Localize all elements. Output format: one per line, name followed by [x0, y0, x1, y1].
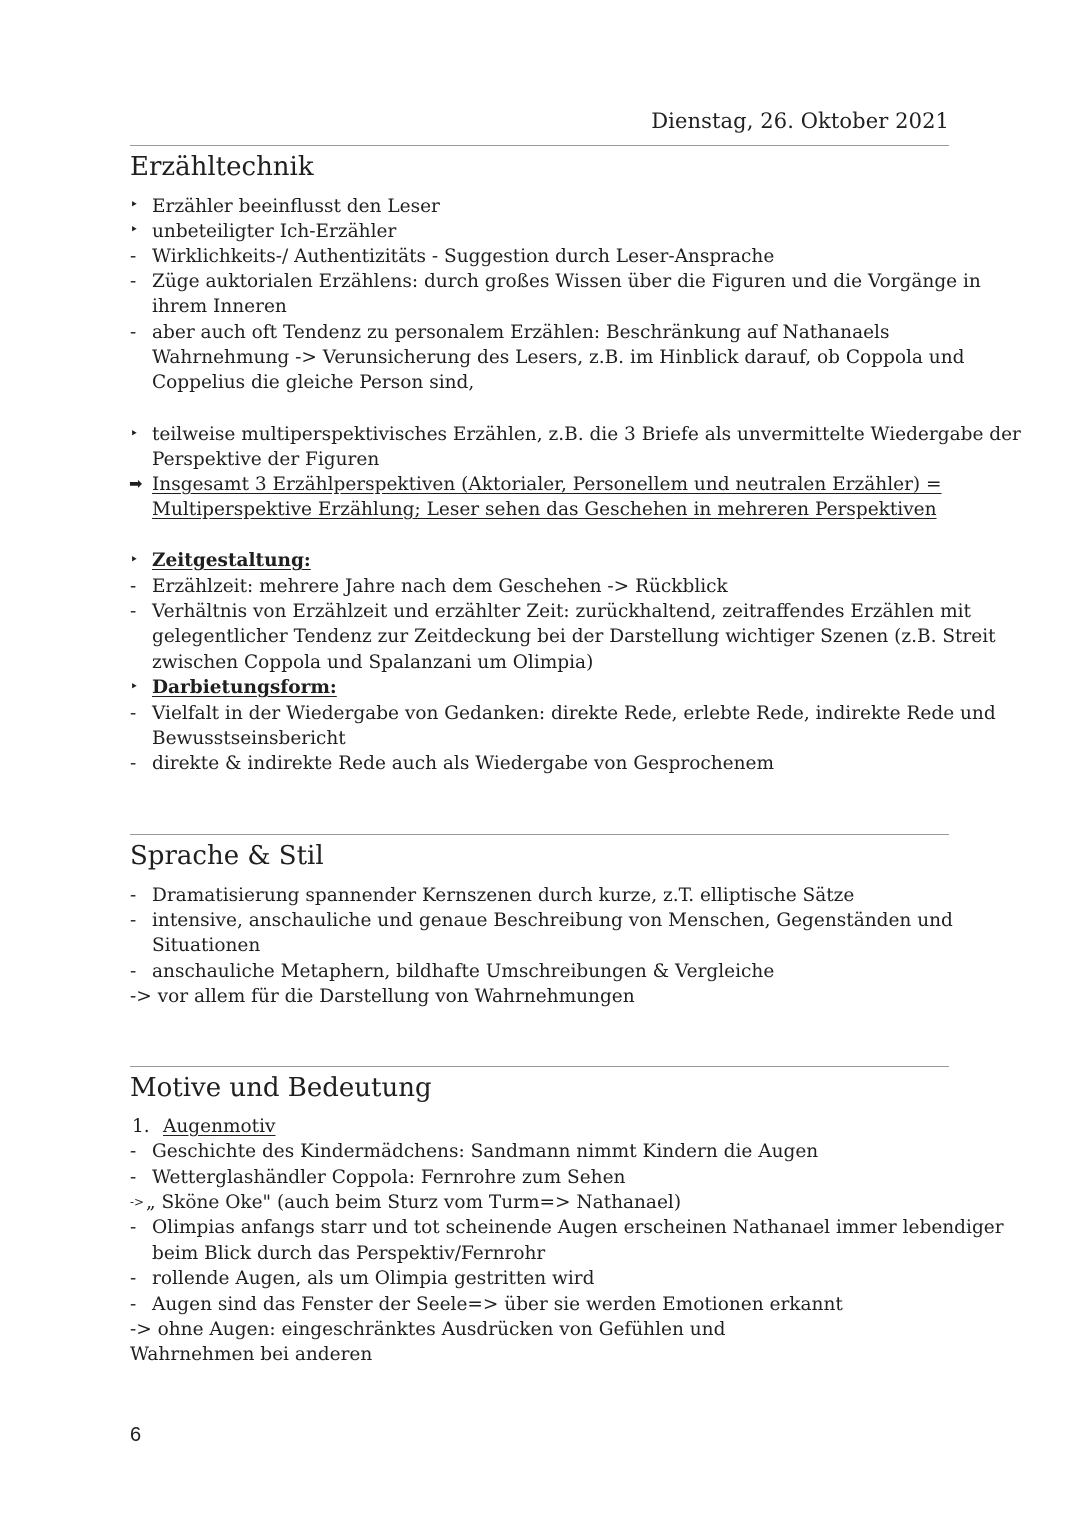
list-item: Verhältnis von Erzählzeit und erzählter Zeit: zurückhaltend, zeitraffendes Erzählen mit: [152, 601, 971, 622]
note-line: -> ohne Augen: eingeschränktes Ausdrücken von Gefühlen und: [130, 1319, 726, 1340]
section-rule: [130, 834, 949, 835]
note-line: „ Sköne Oke" (auch beim Sturz vom Turm=> Nathanael): [146, 1192, 682, 1213]
list-item: aber auch oft Tendenz zu personalem Erzählen: Beschränkung auf Nathanaels: [152, 322, 890, 343]
dash-bullet: -: [130, 1167, 137, 1188]
section-title-erzaehltechnik: Erzähltechnik: [130, 152, 314, 182]
list-item: Züge auktorialen Erzählens: durch großes Wissen über die Figuren und die Vorgänge in: [152, 271, 981, 292]
list-item: Olimpias anfangs starr und tot scheinende Augen erscheinen Nathanael immer lebendiger: [152, 1217, 1004, 1238]
triangle-bullet-icon: ‣: [130, 552, 139, 568]
list-item: anschauliche Metaphern, bildhafte Umschreibungen & Vergleiche: [152, 961, 775, 982]
right-arrow-icon: ➡: [129, 474, 143, 493]
dash-bullet: -: [130, 961, 137, 982]
summary-line: Insgesamt 3 Erzählperspektiven (Aktorialer, Personellem und neutralen Erzähler) =: [152, 474, 942, 495]
summary-line: Multiperspektive Erzählung; Leser sehen das Geschehen in mehreren Perspektiven: [152, 499, 937, 520]
dash-bullet: -: [130, 322, 137, 343]
list-item: Erzählzeit: mehrere Jahre nach dem Geschehen -> Rückblick: [152, 576, 728, 597]
list-number: 1.: [132, 1116, 150, 1137]
subheading-darbietungsform: Darbietungsform:: [152, 677, 337, 698]
list-item: Geschichte des Kindermädchens: Sandmann nimmt Kindern die Augen: [152, 1141, 819, 1162]
list-item: Erzähler beeinflusst den Leser: [152, 196, 440, 217]
dash-bullet: -: [130, 601, 137, 622]
header-date: Dienstag, 26. Oktober 2021: [651, 109, 949, 133]
subheading-augenmotiv: Augenmotiv: [163, 1116, 276, 1137]
subheading-zeitgestaltung: Zeitgestaltung:: [152, 550, 311, 571]
dash-bullet: -: [130, 576, 137, 597]
dash-bullet: -: [130, 1141, 137, 1162]
triangle-bullet-icon: ‣: [130, 197, 139, 213]
page-number: 6: [130, 1424, 142, 1446]
note-line: -> vor allem für die Darstellung von Wahrnehmungen: [130, 986, 635, 1007]
list-item-continuation: Wahrnehmung -> Verunsicherung des Lesers, z.B. im Hinblick darauf, ob Coppola und: [152, 347, 965, 368]
list-item-continuation: Bewusstseinsbericht: [152, 728, 346, 749]
small-arrow: ->: [130, 1195, 145, 1209]
list-item: teilweise multiperspektivisches Erzählen, z.B. die 3 Briefe als unvermittelte Wiedergabe der: [152, 424, 1021, 445]
list-item-continuation: Coppelius die gleiche Person sind,: [152, 372, 475, 393]
dash-bullet: -: [130, 1294, 137, 1315]
section-title-sprache: Sprache & Stil: [130, 841, 324, 871]
note-line: Wahrnehmen bei anderen: [130, 1344, 373, 1365]
list-item: Vielfalt in der Wiedergabe von Gedanken: direkte Rede, erlebte Rede, indirekte Rede und: [152, 703, 996, 724]
list-item-continuation: Perspektive der Figuren: [152, 449, 380, 470]
header-rule: [130, 145, 949, 146]
list-item: direkte & indirekte Rede auch als Wiedergabe von Gesprochenem: [152, 753, 774, 774]
dash-bullet: -: [130, 271, 137, 292]
section-rule: [130, 1066, 949, 1067]
list-item: rollende Augen, als um Olimpia gestritten wird: [152, 1268, 595, 1289]
list-item: unbeteiligter Ich-Erzähler: [152, 221, 397, 242]
list-item-continuation: ihrem Inneren: [152, 296, 287, 317]
dash-bullet: -: [130, 246, 137, 267]
list-item-continuation: beim Blick durch das Perspektiv/Fernrohr: [152, 1243, 546, 1264]
list-item: Wirklichkeits-/ Authentizitäts - Suggestion durch Leser-Ansprache: [152, 246, 775, 267]
list-item-continuation: gelegentlicher Tendenz zur Zeitdeckung bei der Darstellung wichtiger Szenen (z.B. Streit: [152, 626, 996, 647]
list-item-continuation: zwischen Coppola und Spalanzani um Olimpia): [152, 652, 594, 673]
dash-bullet: -: [130, 1217, 137, 1238]
triangle-bullet-icon: ‣: [130, 679, 139, 695]
list-item-continuation: Situationen: [152, 935, 261, 956]
list-item: intensive, anschauliche und genaue Beschreibung von Menschen, Gegenständen und: [152, 910, 953, 931]
dash-bullet: -: [130, 703, 137, 724]
dash-bullet: -: [130, 753, 137, 774]
dash-bullet: -: [130, 885, 137, 906]
list-item: Dramatisierung spannender Kernszenen durch kurze, z.T. elliptische Sätze: [152, 885, 855, 906]
section-title-motive: Motive und Bedeutung: [130, 1073, 432, 1103]
dash-bullet: -: [130, 910, 137, 931]
list-item: Augen sind das Fenster der Seele=> über sie werden Emotionen erkannt: [152, 1294, 843, 1315]
list-item: Wetterglashändler Coppola: Fernrohre zum Sehen: [152, 1167, 626, 1188]
triangle-bullet-icon: ‣: [130, 222, 139, 238]
dash-bullet: -: [130, 1268, 137, 1289]
triangle-bullet-icon: ‣: [130, 426, 139, 442]
